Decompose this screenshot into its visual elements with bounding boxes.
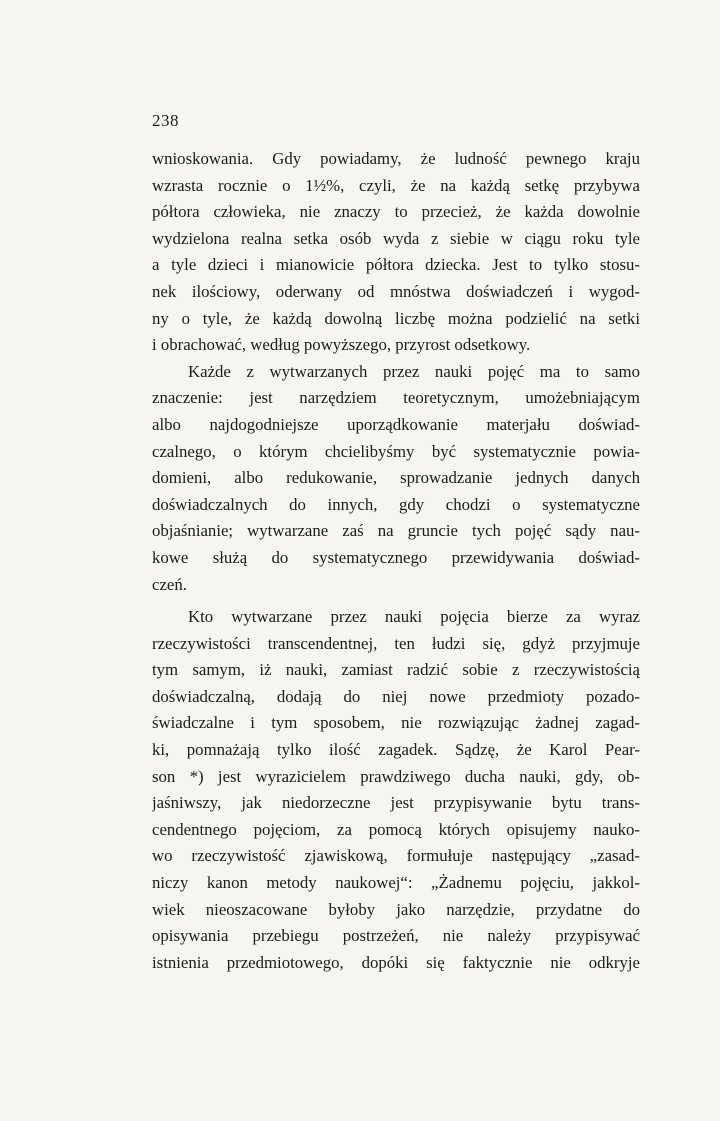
text-line: wydzielona realna setka osób wyda z siebie w ciągu roku tyle bbox=[152, 228, 640, 248]
text-line: wo rzeczywistość zjawiskową, formułuje następujący „zasad- bbox=[152, 846, 640, 866]
text-line: doświadczalnych do innych, gdy chodzi o systematyczne bbox=[152, 494, 640, 514]
body-text bbox=[152, 146, 640, 976]
text-line: albo najdogodniejsze uporządkowanie materjału doświad- bbox=[152, 414, 640, 434]
text-line: jaśniwszy, jak niedorzeczne jest przypisywanie bytu trans- bbox=[152, 793, 640, 813]
text-line: wnioskowania. Gdy powiadamy, że ludność pewnego kraju bbox=[152, 149, 640, 168]
text-line: i obrachować, według powyższego, przyrost odsetkowy. bbox=[152, 335, 531, 355]
text-line: rzeczywistości transcendentnej, ten łudzi się, gdyż przyjmuje bbox=[152, 633, 640, 653]
text-line: Każde z wytwarzanych przez nauki pojęć ma to samo bbox=[188, 361, 640, 381]
text-line: nek ilościowy, oderwany od mnóstwa doświadczeń i wygod- bbox=[152, 281, 640, 301]
text-line: kowe służą do systematycznego przewidywania doświad- bbox=[152, 547, 640, 567]
text-line: czeń. bbox=[152, 574, 187, 594]
text-line: doświadczalną, dodają do niej nowe przedmioty pozado- bbox=[152, 686, 640, 706]
text-line: ki, pomnażają tylko ilość zagadek. Sądzę, że Karol Pear- bbox=[152, 740, 640, 760]
text-line: son *) jest wyrazicielem prawdziwego ducha nauki, gdy, ob- bbox=[152, 766, 640, 786]
text-line: domieni, albo redukowanie, sprowadzanie jednych danych bbox=[152, 468, 640, 488]
paragraph-3 bbox=[152, 604, 640, 976]
text-line: wzrasta rocznie o 1½%, czyli, że na każdą setkę przybywa bbox=[152, 175, 640, 195]
text-line: objaśnianie; wytwarzane zaś na gruncie tych pojęć sądy nau- bbox=[152, 521, 640, 541]
text-line: ny o tyle, że każdą dowolną liczbę można podzielić na setki bbox=[152, 308, 640, 328]
text-line: istnienia przedmiotowego, dopóki się faktycznie nie odkryje bbox=[152, 952, 640, 972]
paragraph-2 bbox=[152, 359, 640, 598]
paragraph-1 bbox=[152, 146, 640, 359]
text-line: znaczenie: jest narzędziem teoretycznym, umożebniającym bbox=[152, 388, 640, 408]
text-line: tym samym, iż nauki, zamiast radzić sobie z rzeczywistością bbox=[152, 660, 640, 680]
text-line: czalnego, o którym chcielibyśmy być systematycznie powia- bbox=[152, 441, 640, 461]
text-line: a tyle dzieci i mianowicie półtora dziecka. Jest to tylko stosu- bbox=[152, 255, 640, 275]
text-line: Kto wytwarzane przez nauki pojęcia bierze za wyraz bbox=[188, 607, 640, 627]
text-line: półtora człowieka, nie znaczy to przecież, że każda dowolnie bbox=[152, 202, 640, 222]
text-line: opisywania przebiegu postrzeżeń, nie należy przypisywać bbox=[152, 926, 640, 946]
text-line: świadczalne i tym sposobem, nie rozwiązując żadnej zagad- bbox=[152, 713, 640, 733]
text-line: wiek nieoszacowane byłoby jako narzędzie, przydatne do bbox=[152, 899, 640, 919]
text-line: cendentnego pojęciom, za pomocą których opisujemy nauko- bbox=[152, 819, 640, 839]
page-number: 238 bbox=[152, 111, 179, 130]
text-line: niczy kanon metody naukowej“: „Żadnemu pojęciu, jakkol- bbox=[152, 873, 640, 893]
